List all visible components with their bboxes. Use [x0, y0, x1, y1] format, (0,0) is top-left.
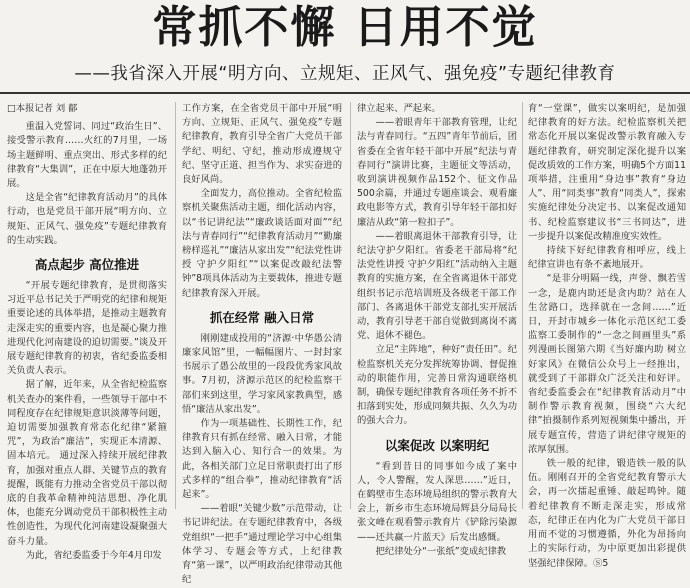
paragraph: ——着眼离退休干部教育引导，让纪法守护夕阳红。省委老干部局将“纪法党性讲授 守护夕阳红”活动纳入主题教育的实施方案，在全省离退休干部党组织书记示范培训班及各级老干部工作部门、各离退休干部党支部扎实开展活动，教育引导老干部自觉做到离岗不离党、退休不褪色。 — [357, 230, 517, 342]
paragraph: 作为一项基础性、长期性工作，纪律教育只有抓在经常、融入日常，才能达到入脑入心、知行合一的效果。为此，各相关部门立足日常职责打出了形式多样的“组合拳”，推动纪律教育“活起来”。 — [182, 418, 342, 501]
header-divider — [0, 92, 690, 94]
column-2 — [182, 102, 342, 586]
paragraph: ——着眼“关键少数”示范带动，让书记讲纪法。在专题纪律教育中，各级党组织“一把手”通过理论学习中心组集体学习、专题会等方式，上纪律教育“第一课”，以严明政治纪律带动其他纪 — [182, 503, 342, 586]
article-subtitle: ——我省深入开展“明方向、立规矩、正风气、强免疫”专题纪律教育 — [74, 64, 616, 84]
section-heading: 抓在经常 融入日常 — [209, 309, 315, 325]
paragraph: 这是全省“纪律教育活动月”的具体行动，也是党员干部开展“明方向、立规矩、正风气、强免疫”专题纪律教育的生动实践。 — [7, 192, 167, 246]
paragraph: 育“一堂课”，做实以案明纪，是加强纪律教育的好方法。纪检监察机关把常态化开展以案促改警示教育融入专题纪律教育，研究制定深化提升以案促改质效的工作方案，明确5个方面11项举措，注重用“身边事”教育“身边人”、用“同类事”教育“同类人”，探索实施纪律处分决定书、以案促改通知书、纪检监察建议书“三书同达”，进一步提升以案促改精准度实效性。 — [528, 103, 686, 242]
paragraph: 铁一般的纪律，锻造铁一般的队伍。刚刚召开的全省党纪教育警示大会，再一次擂起重锤、敲起鸣钟。随着纪律教育不断走深走实，形成常态，纪律正在内化为广大党员干部日用而不觉的习惯遵循，外化为昂扬向上的实际行动，为中原更加出彩提供坚强纪律保障。Ⓢ5 — [528, 458, 686, 569]
column-divider — [175, 102, 176, 509]
paragraph: 把纪律处分“一张纸”变成纪律教 — [375, 545, 507, 557]
column-4 — [528, 102, 686, 569]
paragraph: “开展专题纪律教育，是贯彻落实习近平总书记关于严明党的纪律和规矩重要论述的具体举措，是推动主题教育走深走实的重要内容，也是凝心聚力推进现代化河南建设的迫切需要。”谈及开展专题纪律教育的初衷，省纪委监委相关负责人表示。 — [7, 280, 167, 377]
paragraph: “看到昔日的同事如今成了案中人，令人警醒，发人深思……”近日，在鹤壁市生态环境局组织的警示教育大会上，新乡市生态环境局辉县分局局长张文峰在观看警示教育片《铲除污染源——还共赢一片蓝天》后发出感慨。 — [357, 460, 517, 543]
paragraph: ——着眼青年干部教育管理，让纪法与青春同行。“五四”青年节前后，团省委在全省年轻干部中开展“纪法与青春同行”演讲比赛，主题征文等活动，收到演讲视频作品152个、征文作品500余篇，并通过专题座谈会、观看廉政电影等方式，教育引导年轻干部扣好廉洁从政“第一粒扣子”。 — [357, 117, 517, 228]
column-1 — [7, 102, 167, 561]
paragraph: 律立起来、严起来。 — [357, 103, 441, 114]
paragraph: 重温入党誓词、同过“政治生日”、接受警示教育……火红的7月里，一场场主题鲜明、重点突出、形式多样的纪律教育“大集训”，正在中原大地蓬勃开展。 — [7, 121, 167, 190]
section-heading: 以案促改 以案明纪 — [384, 437, 490, 453]
paragraph: 立足“主阵地”，种好“责任田”。纪检监察机关充分发挥统筹协调、督促推动的职能作用，完善日常沟通联络机制，确保专题纪律教育各项任务不折不扣落到实处，形成同频共振、久久为功的强大合力。 — [357, 344, 517, 427]
column-3 — [357, 102, 517, 557]
column-divider — [350, 102, 351, 509]
paragraph: 刚刚建成投用的“济源·中华愚公清廉家风馆”里，一幅幅图片、一封封家书展示了愚公故里的一段段优秀家风故事。7月初，济源示范区的纪检监察干部们来到这里，学习家风家教典型，感悟“廉洁从家出发”。 — [182, 332, 342, 415]
article-title: 常抓不懈 日用不觉 — [152, 2, 538, 53]
paragraph: 据了解，近年来，从全省纪检监察机关查办的案件看，一些领导干部中不同程度存在纪律规矩意识淡薄等问题，迫切需要加强教育常态化纪律“紧箍咒”，为政治“廉洁”，实现正本清源、固本培元。 通过深入持续开展纪律教育，加强对重点人群、关键节点的教育提醒，既能有力推动全省党员干部以彻底的自我革命精神纯洁思想、净化肌体，也能充分调动党员干部积极性主动性创造性，为现代化河南建设凝聚强大奋斗力量。 — [7, 379, 167, 547]
paragraph: “是非分明隔一线，声誉、飘若雪一念，是鹿内助还是贪内助？站在人生岔路口，选择就在一念间……”近日，开封市城乡一体化示范区纪工委监察工委制作的“一念之间画里头”系列漫画长图第六期《当好廉内助 树立好家风》在微信公众号上一经推出，就受到了干部群众广泛关注和好评。省纪委监委会在“纪律教育活动月”中制作警示教育视频，围绕“六大纪律”拍摄制作系列短视频集中播出，开展专题宣传，营造了讲纪律守规矩的浓厚氛围。 — [528, 273, 686, 455]
section-heading: 高点起步 高位推进 — [34, 257, 140, 273]
byline: □本报记者 刘 鄐 — [7, 103, 78, 114]
paragraph: 工作方案，在全省党员干部中开展“明方向、立规矩、正风气、强免疫”专题纪律教育，教育引导全省广大党员干部学纪、明纪、守纪，推动形成遵规守纪、坚守正道、担当作为、求实奋进的良好风尚。 — [182, 103, 342, 186]
paragraph: 为此，省纪委监委于今年4月印发 — [25, 549, 162, 561]
paragraph: 持续下好纪律教育相呼应，线上纪律宣讲也有条不紊地展开。 — [528, 245, 686, 271]
paragraph: 全面发力，高位推动。全省纪检监察机关聚焦活动主题，细化活动内容，以“书记讲纪法”“廉政谈话面对面”“纪法与青春同行”“纪律教育活动月”“勤廉榜样巡礼”“廉洁从家出发”“纪法党性讲授 守护夕阳红”“以案促改敲纪法警钟”8项具体活动为主要载体，推进专题纪律教育深入开展。 — [182, 188, 342, 299]
column-divider — [522, 102, 523, 509]
